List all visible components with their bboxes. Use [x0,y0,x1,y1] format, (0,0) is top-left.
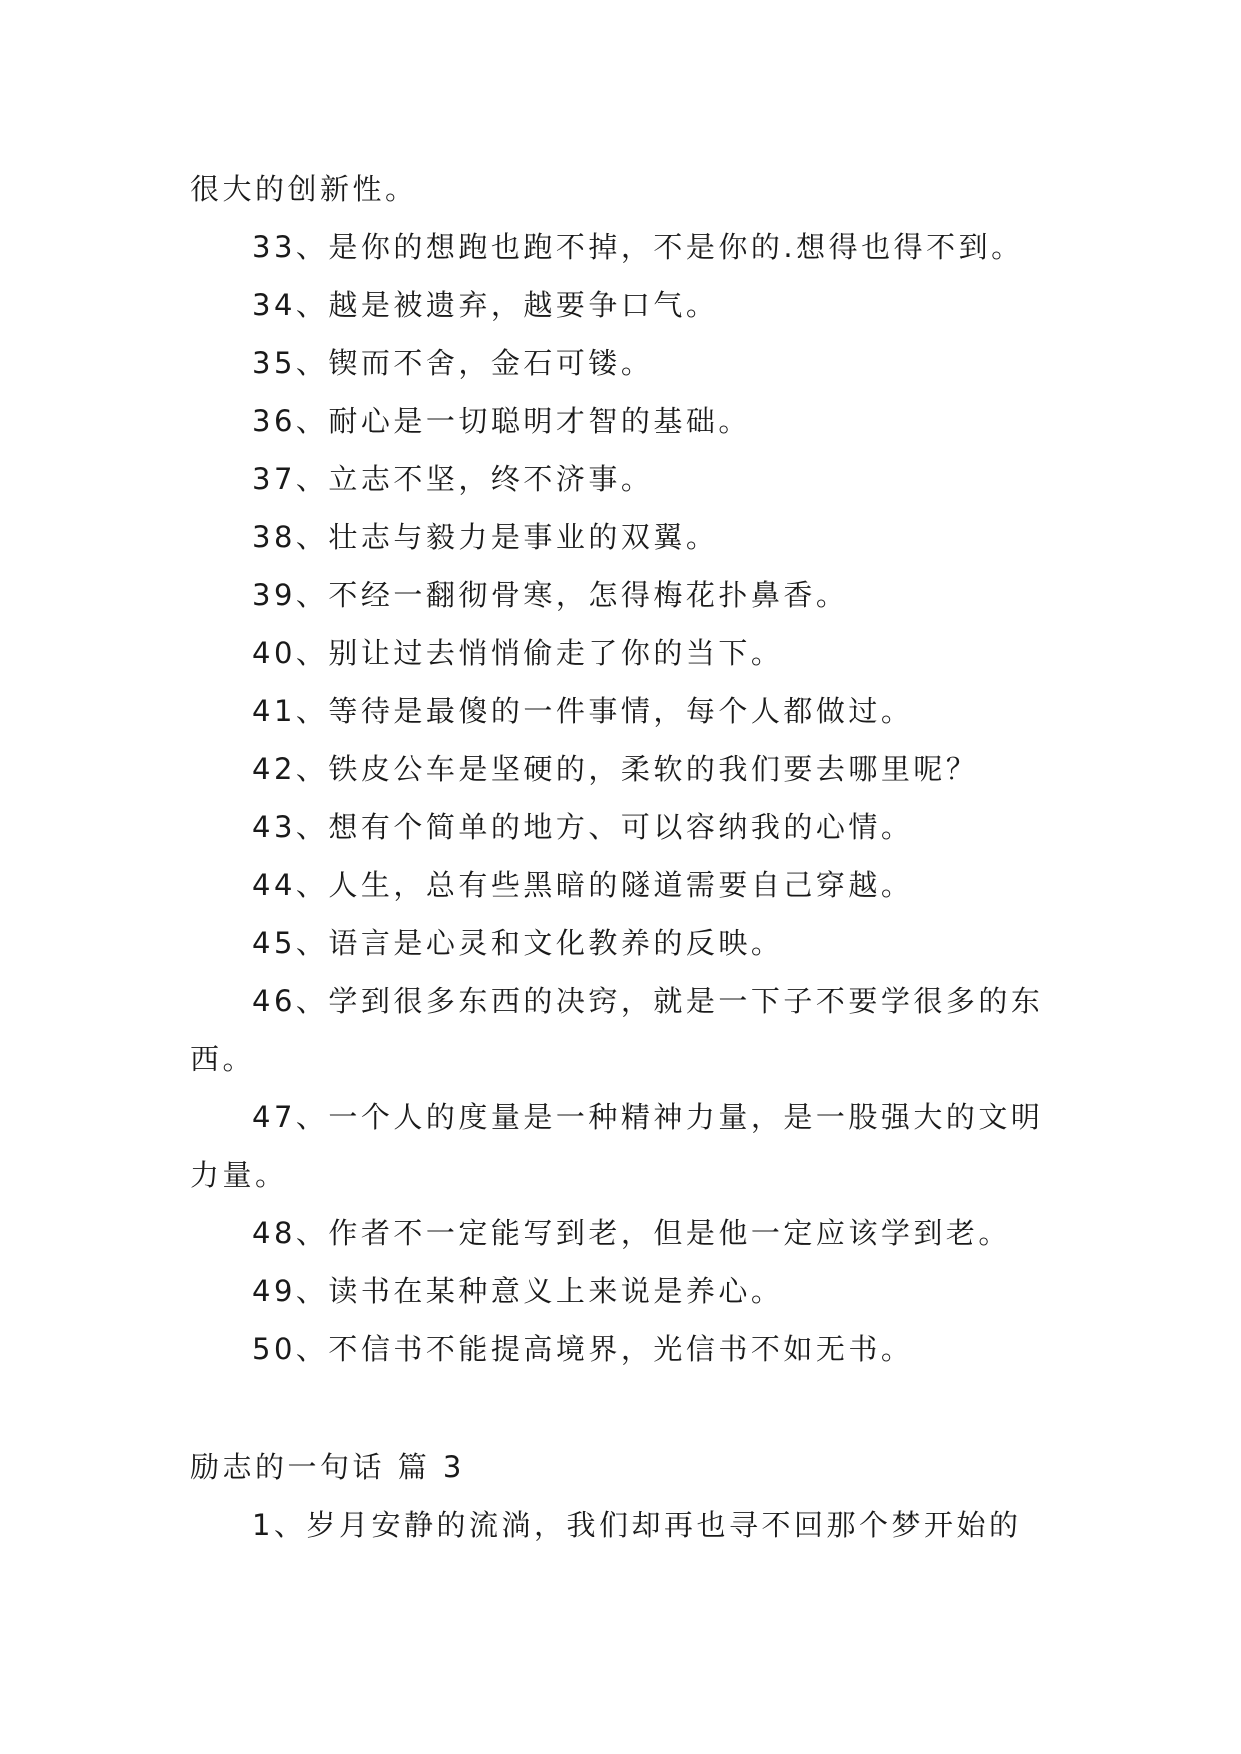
list-item: 33、是你的想跑也跑不掉，不是你的.想得也得不到。 [252,230,1024,264]
list-item: 50、不信书不能提高境界，光信书不如无书。 [252,1332,914,1366]
list-item: 37、立志不坚，终不济事。 [252,462,654,496]
continuation-line: 很大的创新性。 [190,172,418,206]
list-item: 45、语言是心灵和文化教养的反映。 [252,926,784,960]
list-item: 49、读书在某种意义上来说是养心。 [252,1274,784,1308]
list-item: 34、越是被遗弃，越要争口气。 [252,288,719,322]
list-item: 43、想有个简单的地方、可以容纳我的心情。 [252,810,914,844]
section-list-item: 1、岁月安静的流淌，我们却再也寻不回那个梦开始的 [252,1508,1022,1542]
list-item: 44、人生，总有些黑暗的隧道需要自己穿越。 [252,868,914,902]
list-item: 42、铁皮公车是坚硬的，柔软的我们要去哪里呢？ [252,752,979,786]
document-body [190,160,1060,1554]
section-heading: 励志的一句话 篇 3 [190,1450,465,1484]
list-item: 46、学到很多东西的决窍，就是一下子不要学很多的东西。 [190,984,1044,1076]
list-item: 39、不经一翻彻骨寒，怎得梅花扑鼻香。 [252,578,849,612]
list-item: 35、锲而不舍，金石可镂。 [252,346,654,380]
list-item: 47、一个人的度量是一种精神力量，是一股强大的文明力量。 [190,1100,1044,1192]
list-item: 41、等待是最傻的一件事情，每个人都做过。 [252,694,914,728]
list-item: 36、耐心是一切聪明才智的基础。 [252,404,751,438]
list-item: 48、作者不一定能写到老，但是他一定应该学到老。 [252,1216,1011,1250]
list-item: 40、别让过去悄悄偷走了你的当下。 [252,636,784,670]
list-item: 38、壮志与毅力是事业的双翼。 [252,520,719,554]
